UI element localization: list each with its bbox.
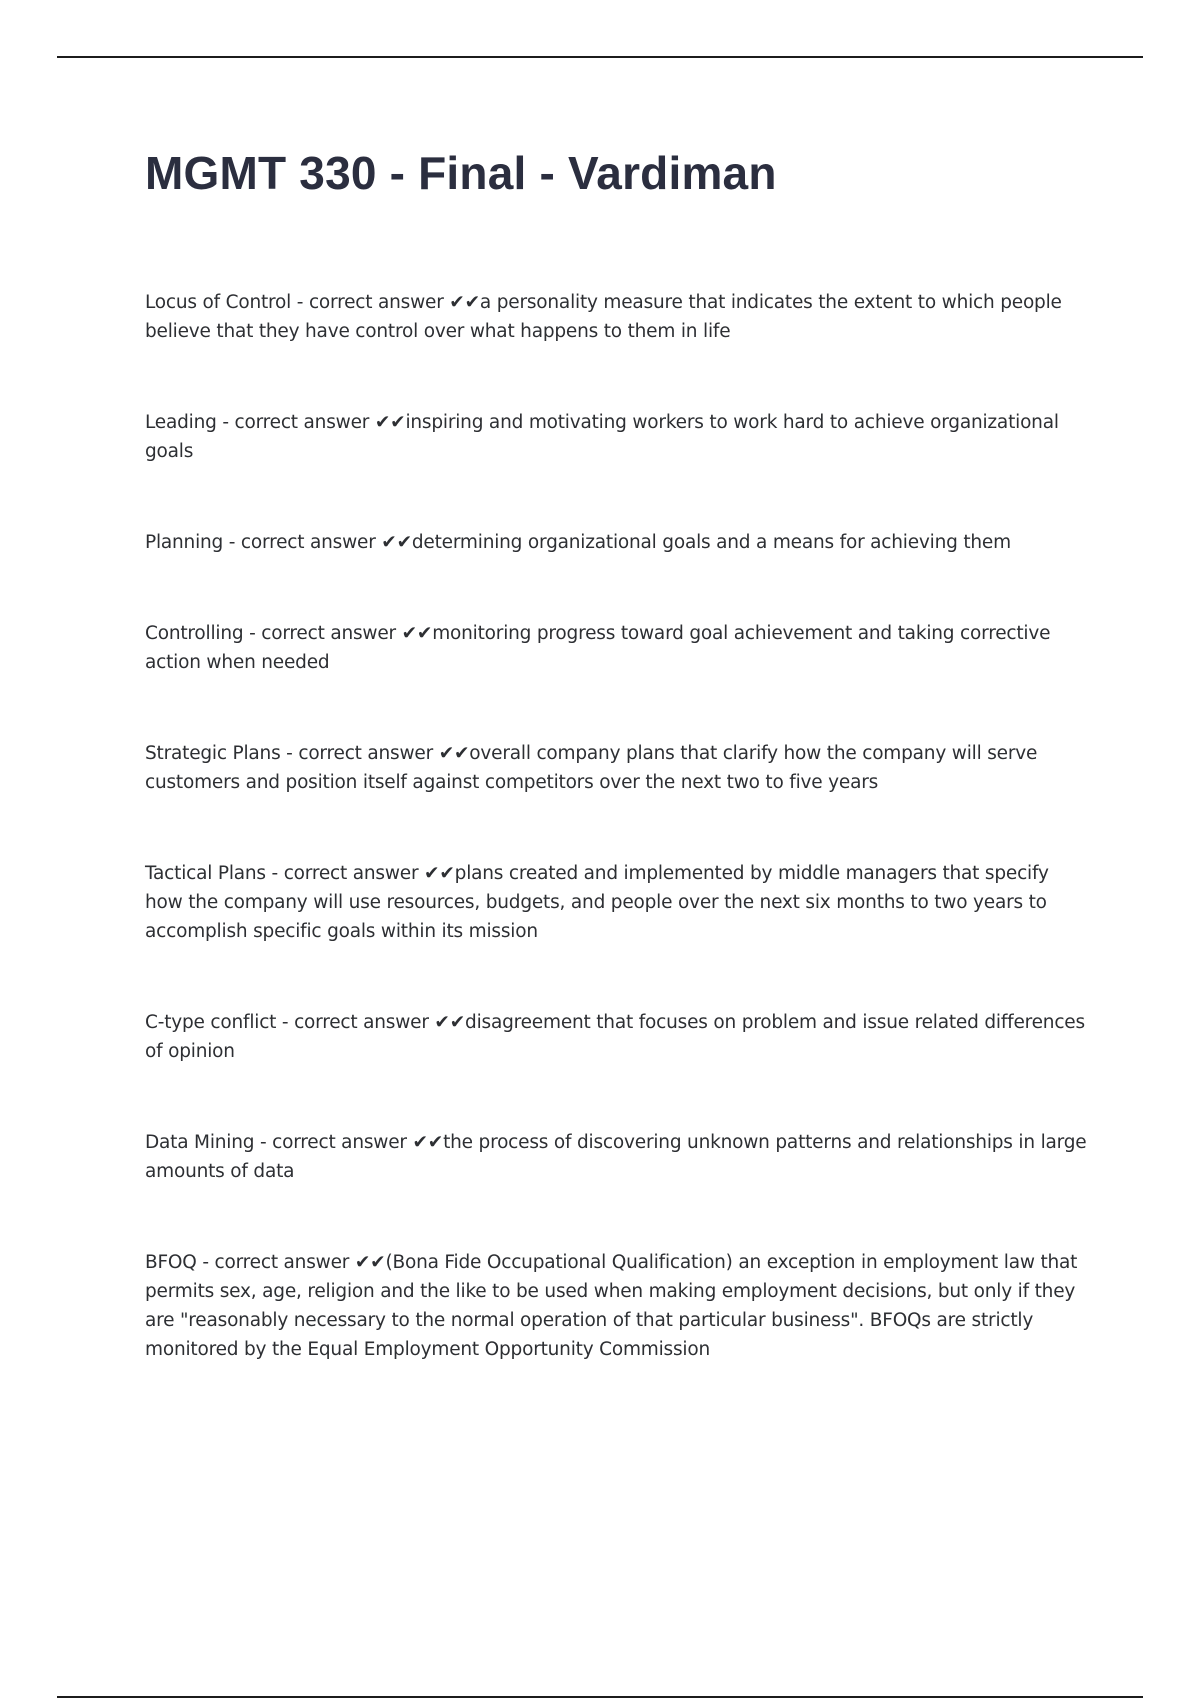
entry-bfoq: BFOQ - correct answer ✔✔(Bona Fide Occupational Qualification) an exception in employment law that permits sex, age, religion and the like to be used when making employment decisions, but only if they are "reasonably necessary to the normal operation of that particular business". BFOQs are strictly monitored by the Equal Employment Opportunity Commission (145, 1252, 1078, 1360)
document-body (145, 140, 1090, 1426)
entry-tactical-plans: Tactical Plans - correct answer ✔✔plans created and implemented by middle managers that specify how the company will use resources, budgets, and people over the next six months to two years to accomplish specific goals within its mission (145, 863, 1049, 942)
entry-c-type-conflict: C-type conflict - correct answer ✔✔disagreement that focuses on problem and issue related differences of opinion (145, 1012, 1085, 1062)
entry-list (145, 288, 1090, 1364)
entry-locus-of-control: Locus of Control - correct answer ✔✔a personality measure that indicates the extent to which people believe that they have control over what happens to them in life (145, 292, 1062, 342)
top-rule (57, 56, 1143, 58)
document-title: MGMT 330 - Final - Vardiman (145, 147, 777, 199)
entry-controlling: Controlling - correct answer ✔✔monitoring progress toward goal achievement and taking corrective action when needed (145, 623, 1051, 673)
entry-leading: Leading - correct answer ✔✔inspiring and motivating workers to work hard to achieve organizational goals (145, 412, 1059, 462)
entry-strategic-plans: Strategic Plans - correct answer ✔✔overall company plans that clarify how the company will serve customers and position itself against competitors over the next two to five years (145, 743, 1038, 793)
bottom-rule (57, 1696, 1143, 1698)
entry-planning: Planning - correct answer ✔✔determining organizational goals and a means for achieving them (145, 532, 1011, 553)
entry-data-mining: Data Mining - correct answer ✔✔the process of discovering unknown patterns and relationships in large amounts of data (145, 1132, 1087, 1182)
